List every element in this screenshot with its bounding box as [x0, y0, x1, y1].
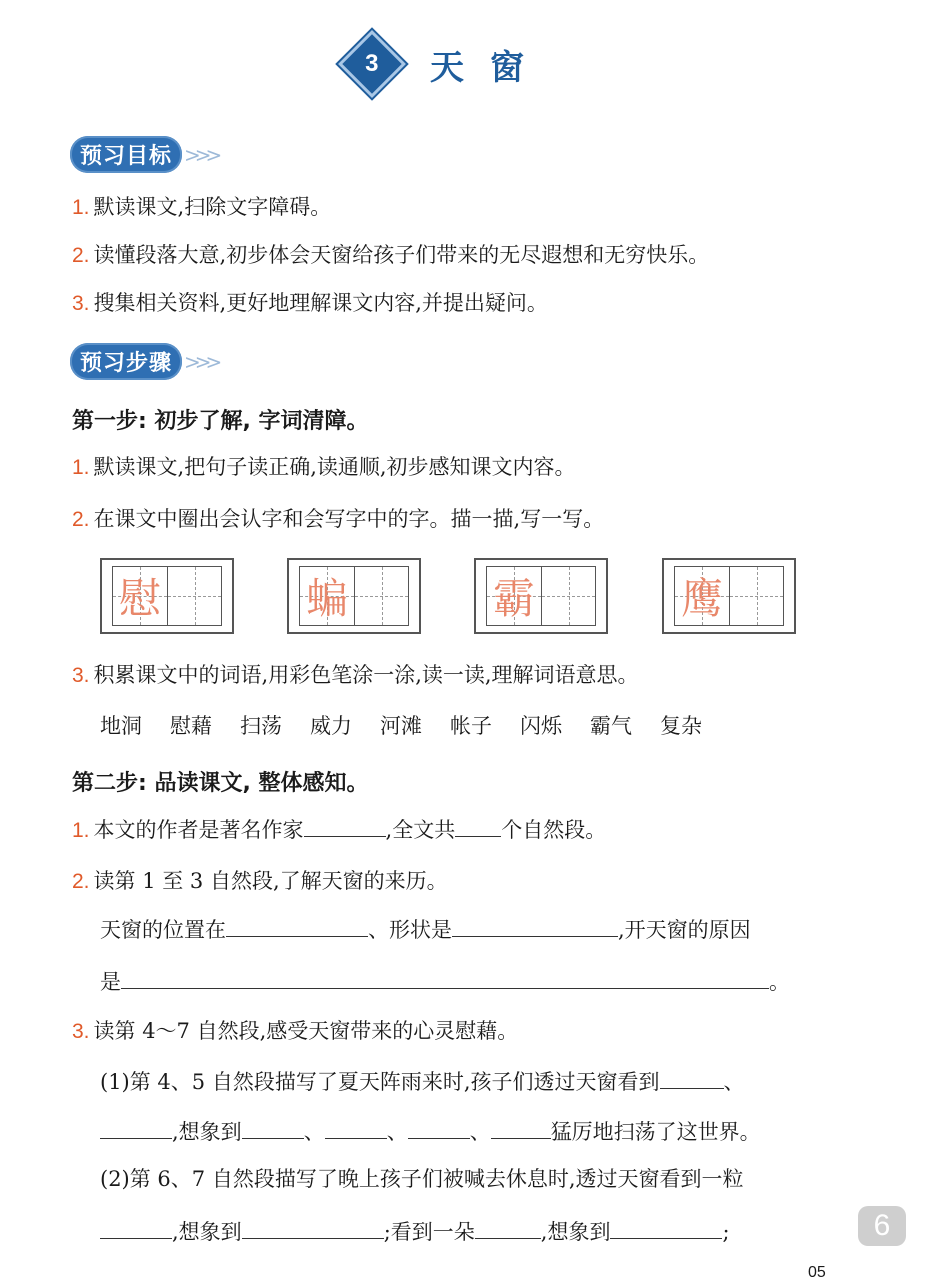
- window-position-blank[interactable]: [226, 914, 368, 937]
- vocab-word[interactable]: 河滩: [380, 714, 422, 738]
- lesson-title: 天窗: [430, 47, 550, 88]
- vocab-word[interactable]: 地洞: [100, 714, 142, 738]
- goal-item: 2. 读懂段落大意,初步体会天窗给孩子们带来的无尽遐想和无穷快乐。: [72, 243, 710, 267]
- paragraph-count-blank[interactable]: [455, 814, 501, 837]
- practice-cell[interactable]: [541, 567, 595, 625]
- vocabulary-list: [100, 710, 730, 740]
- answer-blank[interactable]: [610, 1216, 722, 1239]
- vocab-word[interactable]: 霸气: [590, 714, 632, 738]
- trace-character: 蝙: [305, 574, 348, 623]
- answer-blank[interactable]: [242, 1216, 384, 1239]
- answer-blank[interactable]: [491, 1116, 551, 1139]
- answer-blank[interactable]: [242, 1116, 304, 1139]
- step2-heading: 第二步: 品读课文, 整体感知。: [72, 771, 369, 796]
- vocab-word[interactable]: 慰藉: [170, 714, 212, 738]
- author-blank[interactable]: [304, 814, 386, 837]
- practice-cell[interactable]: [167, 567, 221, 625]
- lesson-header: [348, 32, 550, 96]
- step2-q1: 1. 本文的作者是著名作家 ,全文共 个自然段。: [72, 814, 606, 846]
- step1-item2: 2. 在课文中圈出会认字和会写字中的字。描一描,写一写。: [72, 507, 605, 531]
- answer-blank[interactable]: [408, 1116, 470, 1139]
- chevrons-icon: >>>: [184, 142, 217, 167]
- chevrons-icon: >>>: [184, 349, 217, 374]
- answer-blank[interactable]: [325, 1116, 387, 1139]
- window-shape-blank[interactable]: [452, 914, 618, 937]
- lesson-number-badge: [338, 30, 406, 98]
- window-reason-blank[interactable]: [121, 966, 769, 989]
- trace-character: 鹰: [680, 574, 723, 623]
- section-title-steps: 预习步骤: [70, 343, 182, 380]
- vocab-word[interactable]: 复杂: [660, 714, 702, 738]
- step1-item1: 1. 默读课文,把句子读正确,读通顺,初步感知课文内容。: [72, 455, 576, 479]
- step2-q3-part1: (1)第 4、5 自然段描写了夏天阵雨来时,孩子们透过天窗看到 、: [100, 1066, 745, 1097]
- section-title-goals: 预习目标: [70, 136, 182, 173]
- vocab-word[interactable]: 扫荡: [240, 714, 282, 738]
- step2-q2: 2. 读第 1 至 3 自然段,了解天窗的来历。: [72, 869, 448, 893]
- writing-grid: [662, 558, 796, 634]
- trace-character: 霸: [492, 574, 535, 623]
- step2-q3-part1-line2: ,想象到 、 、 、 猛厉地扫荡了这世界。: [100, 1116, 761, 1147]
- answer-blank[interactable]: [475, 1216, 541, 1239]
- vocab-word[interactable]: 帐子: [450, 714, 492, 738]
- answer-blank[interactable]: [660, 1066, 724, 1089]
- step2-q3-part2-line2: ,想象到 ;看到一朵 ,想象到 ;: [100, 1216, 730, 1247]
- page-badge: 6: [858, 1206, 906, 1246]
- practice-cell[interactable]: [729, 567, 783, 625]
- step2-q2-line1: 天窗的位置在 、形状是 ,开天窗的原因: [100, 914, 751, 945]
- vocab-word[interactable]: 威力: [310, 714, 352, 738]
- writing-grid: [100, 558, 234, 634]
- writing-grid: [474, 558, 608, 634]
- section-badge-goals: [70, 136, 216, 173]
- step1-item3: 3. 积累课文中的词语,用彩色笔涂一涂,读一读,理解词语意思。: [72, 663, 639, 687]
- goal-item: 1. 默读课文,扫除文字障碍。: [72, 195, 332, 219]
- step2-q3-part2: (2)第 6、7 自然段描写了晚上孩子们被喊去休息时,透过天窗看到一粒: [100, 1167, 744, 1191]
- trace-character: 慰: [118, 574, 161, 623]
- page-number: 05: [808, 1264, 826, 1281]
- step2-q3: 3. 读第 4～7 自然段,感受天窗带来的心灵慰藉。: [72, 1019, 519, 1043]
- vocab-word[interactable]: 闪烁: [520, 714, 562, 738]
- section-badge-steps: [70, 343, 216, 380]
- practice-cell[interactable]: [354, 567, 408, 625]
- step2-q2-line2: 是 。: [100, 966, 790, 997]
- lesson-number: 3: [365, 49, 379, 77]
- goal-item: 3. 搜集相关资料,更好地理解课文内容,并提出疑问。: [72, 291, 548, 315]
- answer-blank[interactable]: [100, 1116, 172, 1139]
- step1-heading: 第一步: 初步了解, 字词清障。: [72, 409, 369, 434]
- writing-grid: [287, 558, 421, 634]
- answer-blank[interactable]: [100, 1216, 172, 1239]
